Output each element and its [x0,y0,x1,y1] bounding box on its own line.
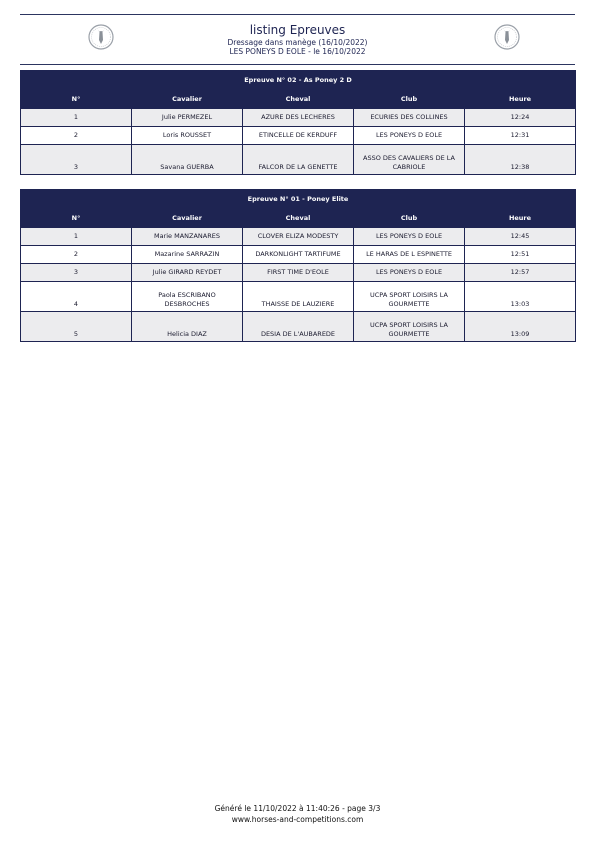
cell-heure: 13:09 [465,312,576,342]
cell-cavalier: Marie MANZANARES [132,228,243,246]
cell-cheval: FALCOR DE LA GENETTE [243,145,354,175]
cell-cheval: FIRST TIME D'EOLE [243,264,354,282]
cell-club: ASSO DES CAVALIERS DE LA CABRIOLE [354,145,465,175]
cell-club: UCPA SPORT LOISIRS LA GOURMETTE [354,312,465,342]
col-header-num: N° [21,90,132,109]
cell-heure: 12:57 [465,264,576,282]
table-row [21,127,576,145]
footer-website-link[interactable]: www.horses-and-competitions.com [231,815,364,824]
cell-cheval: ETINCELLE DE KERDUFF [243,127,354,145]
cell-cavalier: Helicia DIAZ [132,312,243,342]
col-header-club: Club [354,90,465,109]
col-header-cheval: Cheval [243,90,354,109]
epreuve-title: Epreuve N° 02 - As Poney 2 D [21,71,576,90]
page-subtitle-venue: LES PONEYS D EOLE - le 16/10/2022 [229,47,366,56]
cell-cheval: CLOVER ELIZA MODESTY [243,228,354,246]
cell-club: LE HARAS DE L ESPINETTE [354,246,465,264]
cell-cheval: DESIA DE L'AUBAREDE [243,312,354,342]
col-header-heure: Heure [465,90,576,109]
table-row [21,312,576,342]
cell-num: 1 [21,228,132,246]
cell-heure: 12:24 [465,109,576,127]
cell-cavalier: Julie GIRARD REYDET [132,264,243,282]
table-row [21,282,576,312]
cell-heure: 13:03 [465,282,576,312]
cell-cheval: AZURE DES LECHERES [243,109,354,127]
cell-cavalier: Mazarine SARRAZIN [132,246,243,264]
cell-club: LES PONEYS D EOLE [354,127,465,145]
cell-heure: 12:51 [465,246,576,264]
cell-heure: 12:31 [465,127,576,145]
cell-cavalier: Paola ESCRIBANO DESBROCHES [132,282,243,312]
cell-club: UCPA SPORT LOISIRS LA GOURMETTE [354,282,465,312]
cell-num: 2 [21,127,132,145]
cell-cavalier: Loris ROUSSET [132,127,243,145]
cell-num: 4 [21,282,132,312]
epreuve-table-2 [20,189,576,342]
col-header-num: N° [21,209,132,228]
table-row [21,109,576,127]
table-row [21,145,576,175]
cell-club: ECURIES DES COLLINES [354,109,465,127]
cell-heure: 12:45 [465,228,576,246]
cell-num: 3 [21,264,132,282]
col-header-cavalier: Cavalier [132,90,243,109]
cell-cheval: THAISSE DE LAUZIERE [243,282,354,312]
col-header-club: Club [354,209,465,228]
cell-heure: 12:38 [465,145,576,175]
cell-num: 1 [21,109,132,127]
table-row [21,246,576,264]
federation-logo-right [494,23,520,51]
top-rule [20,14,575,15]
col-header-cheval: Cheval [243,209,354,228]
cell-num: 3 [21,145,132,175]
cell-num: 5 [21,312,132,342]
col-header-cavalier: Cavalier [132,209,243,228]
footer-generated: Généré le 11/10/2022 à 11:40:26 - page 3/3 [214,804,381,813]
header-bottom-rule [20,64,575,65]
cell-club: LES PONEYS D EOLE [354,264,465,282]
page-subtitle-event: Dressage dans manège (16/10/2022) [227,38,368,47]
epreuve-title: Epreuve N° 01 - Poney Elite [21,190,576,209]
epreuve-table-1 [20,70,576,175]
table-row [21,264,576,282]
cell-cavalier: Savana GUERBA [132,145,243,175]
col-header-heure: Heure [465,209,576,228]
cell-cavalier: Julie PERMEZEL [132,109,243,127]
page-title: listing Epreuves [249,23,346,37]
cell-club: LES PONEYS D EOLE [354,228,465,246]
table-row [21,228,576,246]
cell-num: 2 [21,246,132,264]
cell-cheval: DARKONLIGHT TARTIFUME [243,246,354,264]
